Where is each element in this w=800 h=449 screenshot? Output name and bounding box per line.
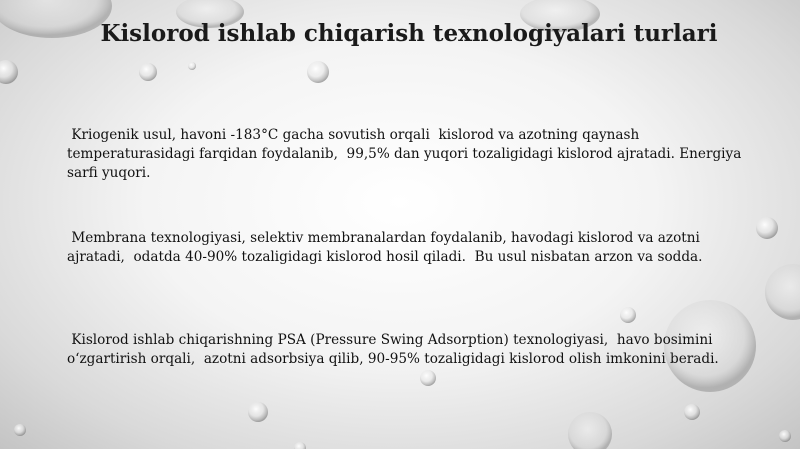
drop bbox=[756, 217, 778, 239]
drop bbox=[620, 307, 636, 323]
paragraph-cryogenic: Kriogenik usul, havoni -183°C gacha sovutish orqali kislorod va azotning qaynash temperaturasidagi farqidan foydalanib, 99,5% dan yuqori tozaligidagi kislorod ajratadi. Energiya sarfi yuqori. bbox=[67, 127, 746, 181]
drop bbox=[188, 62, 196, 70]
drop bbox=[765, 264, 800, 320]
drop bbox=[684, 404, 700, 420]
drop bbox=[14, 424, 26, 436]
slide-title: Kislorod ishlab chiqarish texnologiyalari turlari bbox=[100, 20, 718, 47]
drop bbox=[568, 412, 612, 449]
drop bbox=[307, 61, 329, 83]
drop bbox=[248, 402, 268, 422]
drop bbox=[420, 370, 436, 386]
paragraph-membrane: Membrana texnologiyasi, selektiv membranalardan foydalanib, havodagi kislorod va azotni ajratadi, odatda 40-90% tozaligidagi kislorod hosil qiladi. Bu usul nisbatan arzon va sodda. bbox=[67, 230, 705, 265]
drop bbox=[0, 60, 18, 84]
drop bbox=[294, 442, 306, 449]
paragraph-psa: Kislorod ishlab chiqarishning PSA (Pressure Swing Adsorption) texnologiyasi, havo bosimini o‘zgartirish orqali, azotni adsorbsiya qilib, 90-95% tozaligidagi kislorod olish imkonini beradi. bbox=[67, 332, 719, 367]
drop bbox=[779, 430, 791, 442]
drop bbox=[139, 63, 157, 81]
